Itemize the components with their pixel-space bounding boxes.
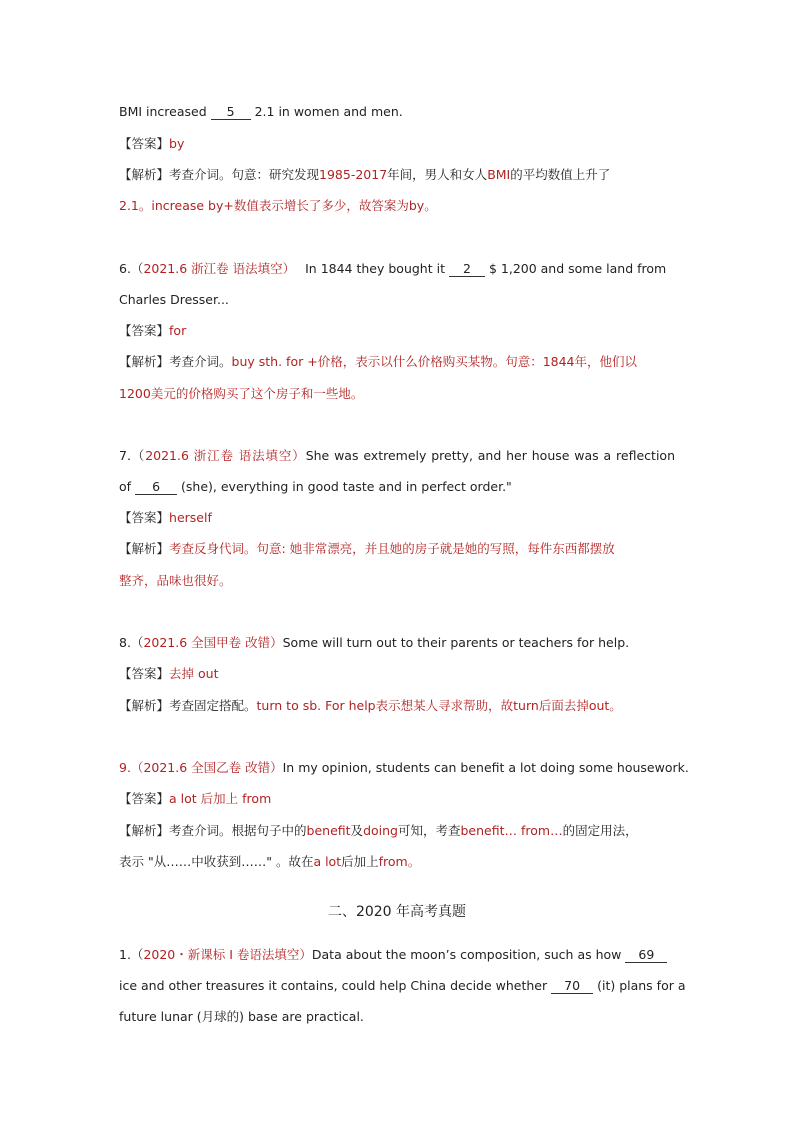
text: of [119, 479, 132, 494]
text: 1985-2017 [319, 167, 388, 182]
analysis-label: 【解析】 [119, 698, 170, 713]
q9-question [119, 759, 689, 777]
q8-analysis [119, 697, 675, 715]
text: 后加上 [200, 791, 239, 806]
text: benefit… from… [460, 823, 563, 838]
q6-blank: 2 [449, 261, 485, 277]
answer-value: for [169, 323, 187, 338]
text: out [198, 666, 219, 681]
answer-label: 【答案】 [119, 323, 170, 338]
text: 年，他们以 [574, 354, 638, 369]
text: 1,200 and some land from [500, 261, 667, 276]
text: from [242, 791, 272, 806]
text: 年间，男人和女人 [387, 167, 488, 182]
question-number: 8.（ [119, 635, 144, 650]
text: turn [513, 698, 539, 713]
q2020-1-line3: future lunar (月球的) base are practical. [119, 1009, 364, 1024]
q7-analysis-line1 [119, 540, 675, 558]
q2020-1-line2 [119, 977, 686, 995]
text: 考查介词。 [169, 354, 232, 369]
text: 的固定用法， [562, 823, 638, 838]
answer-label: 【答案】 [119, 666, 170, 681]
text: ice and other treasures it contains, could help China decide whether [119, 978, 548, 993]
text: out。 [588, 698, 622, 713]
text: 考查介词。根据句子中的 [169, 823, 307, 838]
answer-label: 【答案】 [119, 791, 170, 806]
text: In 1844 they bought it [305, 261, 445, 276]
text: 2.1。increase by+ [119, 198, 234, 213]
text: 1200 [119, 386, 151, 401]
text: 考查固定搭配。 [169, 698, 257, 713]
q5-text-before: BMI increased [119, 104, 207, 119]
answer-value: herself [169, 510, 212, 525]
q2020-1-blank-70: 70 [551, 978, 593, 994]
text: In my opinion, students can benefit a lot doing some housework. [282, 760, 689, 775]
q6-question-line2: Charles Dresser... [119, 292, 229, 307]
q5-analysis-line2 [119, 197, 675, 215]
text: 价格，表示以什么价格购买某物。句意： [317, 354, 543, 369]
text: She was extremely pretty, and her house was a reflection [305, 448, 675, 463]
q8-answer [119, 665, 675, 683]
question-source: 2021.6 浙江卷 语法填空） [143, 261, 296, 276]
text: a lot [313, 854, 342, 869]
q5-question-tail [119, 103, 675, 121]
text: BMI [487, 167, 511, 182]
question-source: 2021.6 全国乙卷 改错） [143, 760, 283, 775]
text: buy sth. for + [231, 354, 318, 369]
q7-question-line2 [119, 478, 675, 496]
q9-answer [119, 790, 675, 808]
text: 1844 [542, 354, 575, 369]
text: 后面去掉 [538, 698, 589, 713]
q5-analysis-line1 [119, 166, 675, 184]
answer-value: by [169, 136, 185, 151]
analysis-label: 【解析】 [119, 823, 170, 838]
analysis-label: 【解析】 [119, 354, 170, 369]
text: 及 [350, 823, 364, 838]
text: Data about the moon’s composition, such as how [311, 947, 622, 962]
text: by。 [408, 198, 437, 213]
q6-question-line1 [119, 260, 675, 278]
question-number: 7.（ [119, 448, 146, 463]
q2020-1-line1 [119, 946, 675, 964]
answer-label: 【答案】 [119, 510, 170, 525]
question-source: 2021.6 浙江卷 语法填空） [145, 448, 306, 463]
question-source: 2020・新课标 I 卷语法填空） [143, 947, 312, 962]
q7-answer [119, 509, 675, 527]
text: 考查反身代词。句意: 她非常漂亮，并且她的房子就是她的写照，每件东西都摆放 [169, 541, 615, 556]
text: doing [363, 823, 398, 838]
text: a lot [169, 791, 197, 806]
q7-analysis-line2: 整齐，品味也很好。 [119, 573, 232, 588]
text: (she), everything in good taste and in perfect order." [181, 479, 512, 494]
q6-answer [119, 322, 675, 340]
text: Some will turn out to their parents or teachers for help. [282, 635, 630, 650]
dollar-sign: $ [488, 261, 497, 276]
text: 去掉 [169, 666, 195, 681]
text: 考查介词。句意：研究发现 [169, 167, 320, 182]
q7-question-line1 [119, 447, 675, 465]
analysis-label: 【解析】 [119, 541, 170, 556]
question-number: 9.（ [119, 760, 144, 775]
q2020-1-blank-69: 69 [625, 947, 667, 963]
answer-label: 【答案】 [119, 136, 170, 151]
text: benefit [306, 823, 351, 838]
q5-text-after: 2.1 in women and men. [254, 104, 403, 119]
text: 数值表示增长了多少，故答案为 [233, 198, 409, 213]
question-source: 2021.6 全国甲卷 改错） [143, 635, 283, 650]
analysis-label: 【解析】 [119, 167, 170, 182]
text: from。 [378, 854, 421, 869]
text: 后加上 [341, 854, 379, 869]
text: 可知，考查 [397, 823, 461, 838]
text: 的平均数值上升了 [510, 167, 611, 182]
q7-blank: 6 [135, 479, 177, 495]
q5-answer [119, 135, 675, 153]
q8-question [119, 634, 675, 652]
q6-analysis-line1 [119, 353, 675, 371]
q5-blank: 5 [211, 104, 251, 120]
text: turn to sb. For help [256, 698, 376, 713]
text: (it) plans for a [597, 978, 686, 993]
question-number: 6.（ [119, 261, 144, 276]
section-heading: 二、2020 年高考真题 [327, 904, 467, 920]
q9-analysis-line1 [119, 822, 675, 840]
text: 表示想某人寻求帮助，故 [375, 698, 514, 713]
q6-analysis-line2 [119, 385, 675, 403]
q9-analysis-line2 [119, 853, 675, 871]
question-number: 1.（ [119, 947, 144, 962]
text: 表示 "从……中收获到……" 。故在 [119, 854, 314, 869]
text: 美元的价格购买了这个房子和一些地。 [150, 386, 364, 401]
